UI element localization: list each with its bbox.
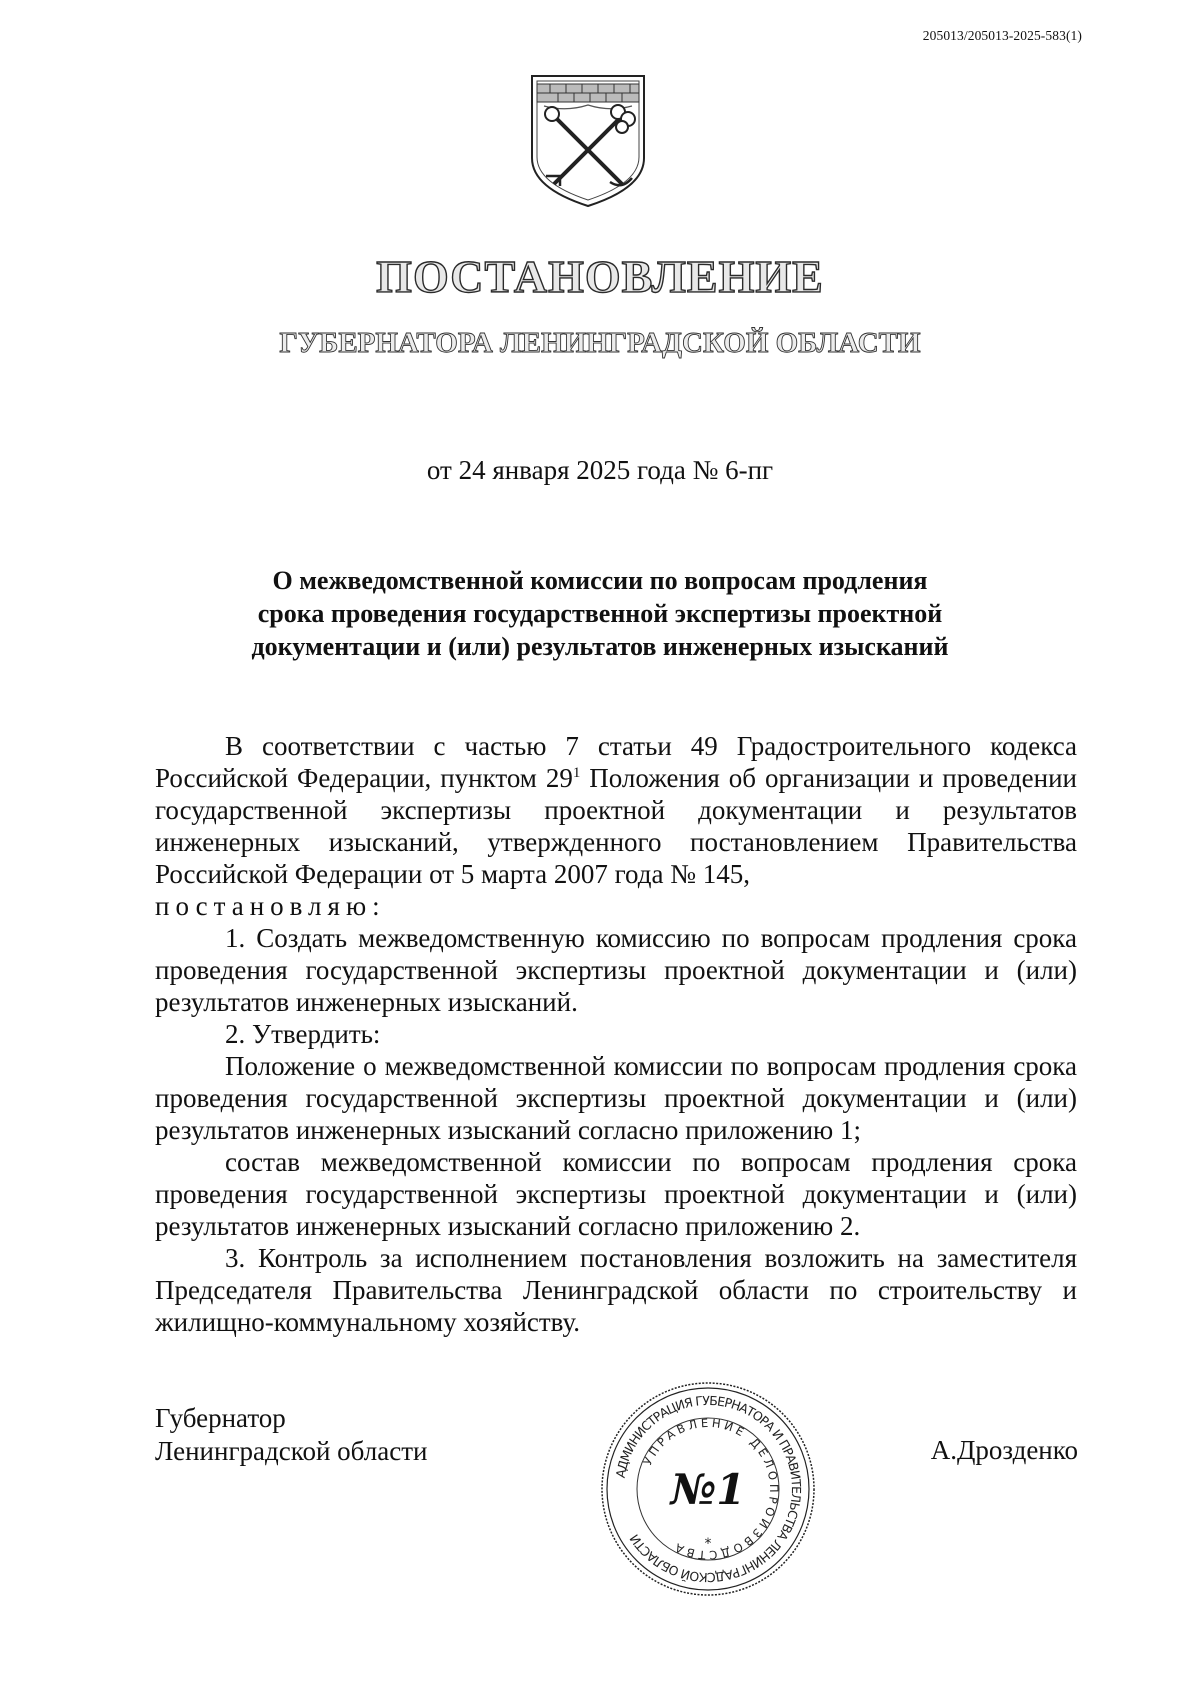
document-subject (200, 564, 1000, 663)
preamble-text: В соответствии с частью 7 статьи 49 Градостроительного кодекса Российской Федерации, пунктом 29 (155, 731, 1077, 793)
stamp-star-icon: * (704, 1536, 712, 1552)
issuing-authority: ГУБЕРНАТОРА ЛЕНИНГРАДСКОЙ ОБЛАСТИ (279, 327, 921, 359)
signatory-position-line: Губернатор (155, 1403, 286, 1433)
stamp-inner-text: УПРАВЛЕНИЕ ДЕЛОПРОИЗВОДСТВА (640, 1415, 782, 1563)
preamble-text-continued: Положения об организации и проведении государственной экспертизы проектной документации и результатов инженерных изысканий, утвержденного постановлением Правительства Российской Федерации от 5 марта 2007 года № 145, (155, 763, 1078, 889)
clause-2-item-regulation: Положение о межведомственной комиссии по вопросам продления срока проведения государственной экспертизы проектной документации и (или) результатов инженерных изысканий согласно приложению 1; (155, 1051, 1077, 1145)
official-stamp (597, 1378, 819, 1600)
stamp-number: №1 (670, 1465, 746, 1514)
decree-word: постановляю: (155, 891, 386, 921)
date-and-number: от 24 января 2025 года № 6-пг (426, 455, 774, 485)
document-body (155, 730, 1077, 1338)
stamp-outer-text: АДМИНИСТРАЦИЯ ГУБЕРНАТОРА И ПРАВИТЕЛЬСТВА ЛЕНИНГРАДСКОЙ ОБЛАСТИ (612, 1392, 805, 1586)
subject-line: О межведомственной комиссии по вопросам продления (272, 566, 928, 595)
clause-2-item-composition: состав межведомственной комиссии по вопросам продления срока проведения государственной экспертизы проектной документации и (или) результатов инженерных изысканий согласно приложению 2. (155, 1147, 1077, 1241)
superscript-footnote-mark: 1 (572, 765, 581, 781)
clause-1: 1. Создать межведомственную комиссию по вопросам продления срока проведения государственной экспертизы проектной документации и (или) результатов инженерных изысканий. (155, 923, 1077, 1017)
clause-2-heading: 2. Утвердить: (225, 1019, 381, 1049)
preamble-paragraph (155, 730, 1077, 890)
signatory-position (155, 1402, 427, 1468)
clause-3: 3. Контроль за исполнением постановления возложить на заместителя Председателя Правительства Ленинградской области по строительству и жилищно-коммунальному хозяйству. (155, 1243, 1077, 1337)
coat-of-arms-emblem (526, 72, 650, 208)
document-type-title: ПОСТАНОВЛЕНИЕ (376, 251, 824, 302)
registration-number: 205013/205013-2025-583(1) (922, 28, 1082, 43)
subject-line: документации и (или) результатов инженерных изысканий (251, 632, 949, 661)
signatory-position-line: Ленинградской области (155, 1436, 428, 1466)
signatory-name: А.Дрозденко (930, 1435, 1078, 1465)
subject-line: срока проведения государственной экспертизы проектной (257, 599, 943, 628)
